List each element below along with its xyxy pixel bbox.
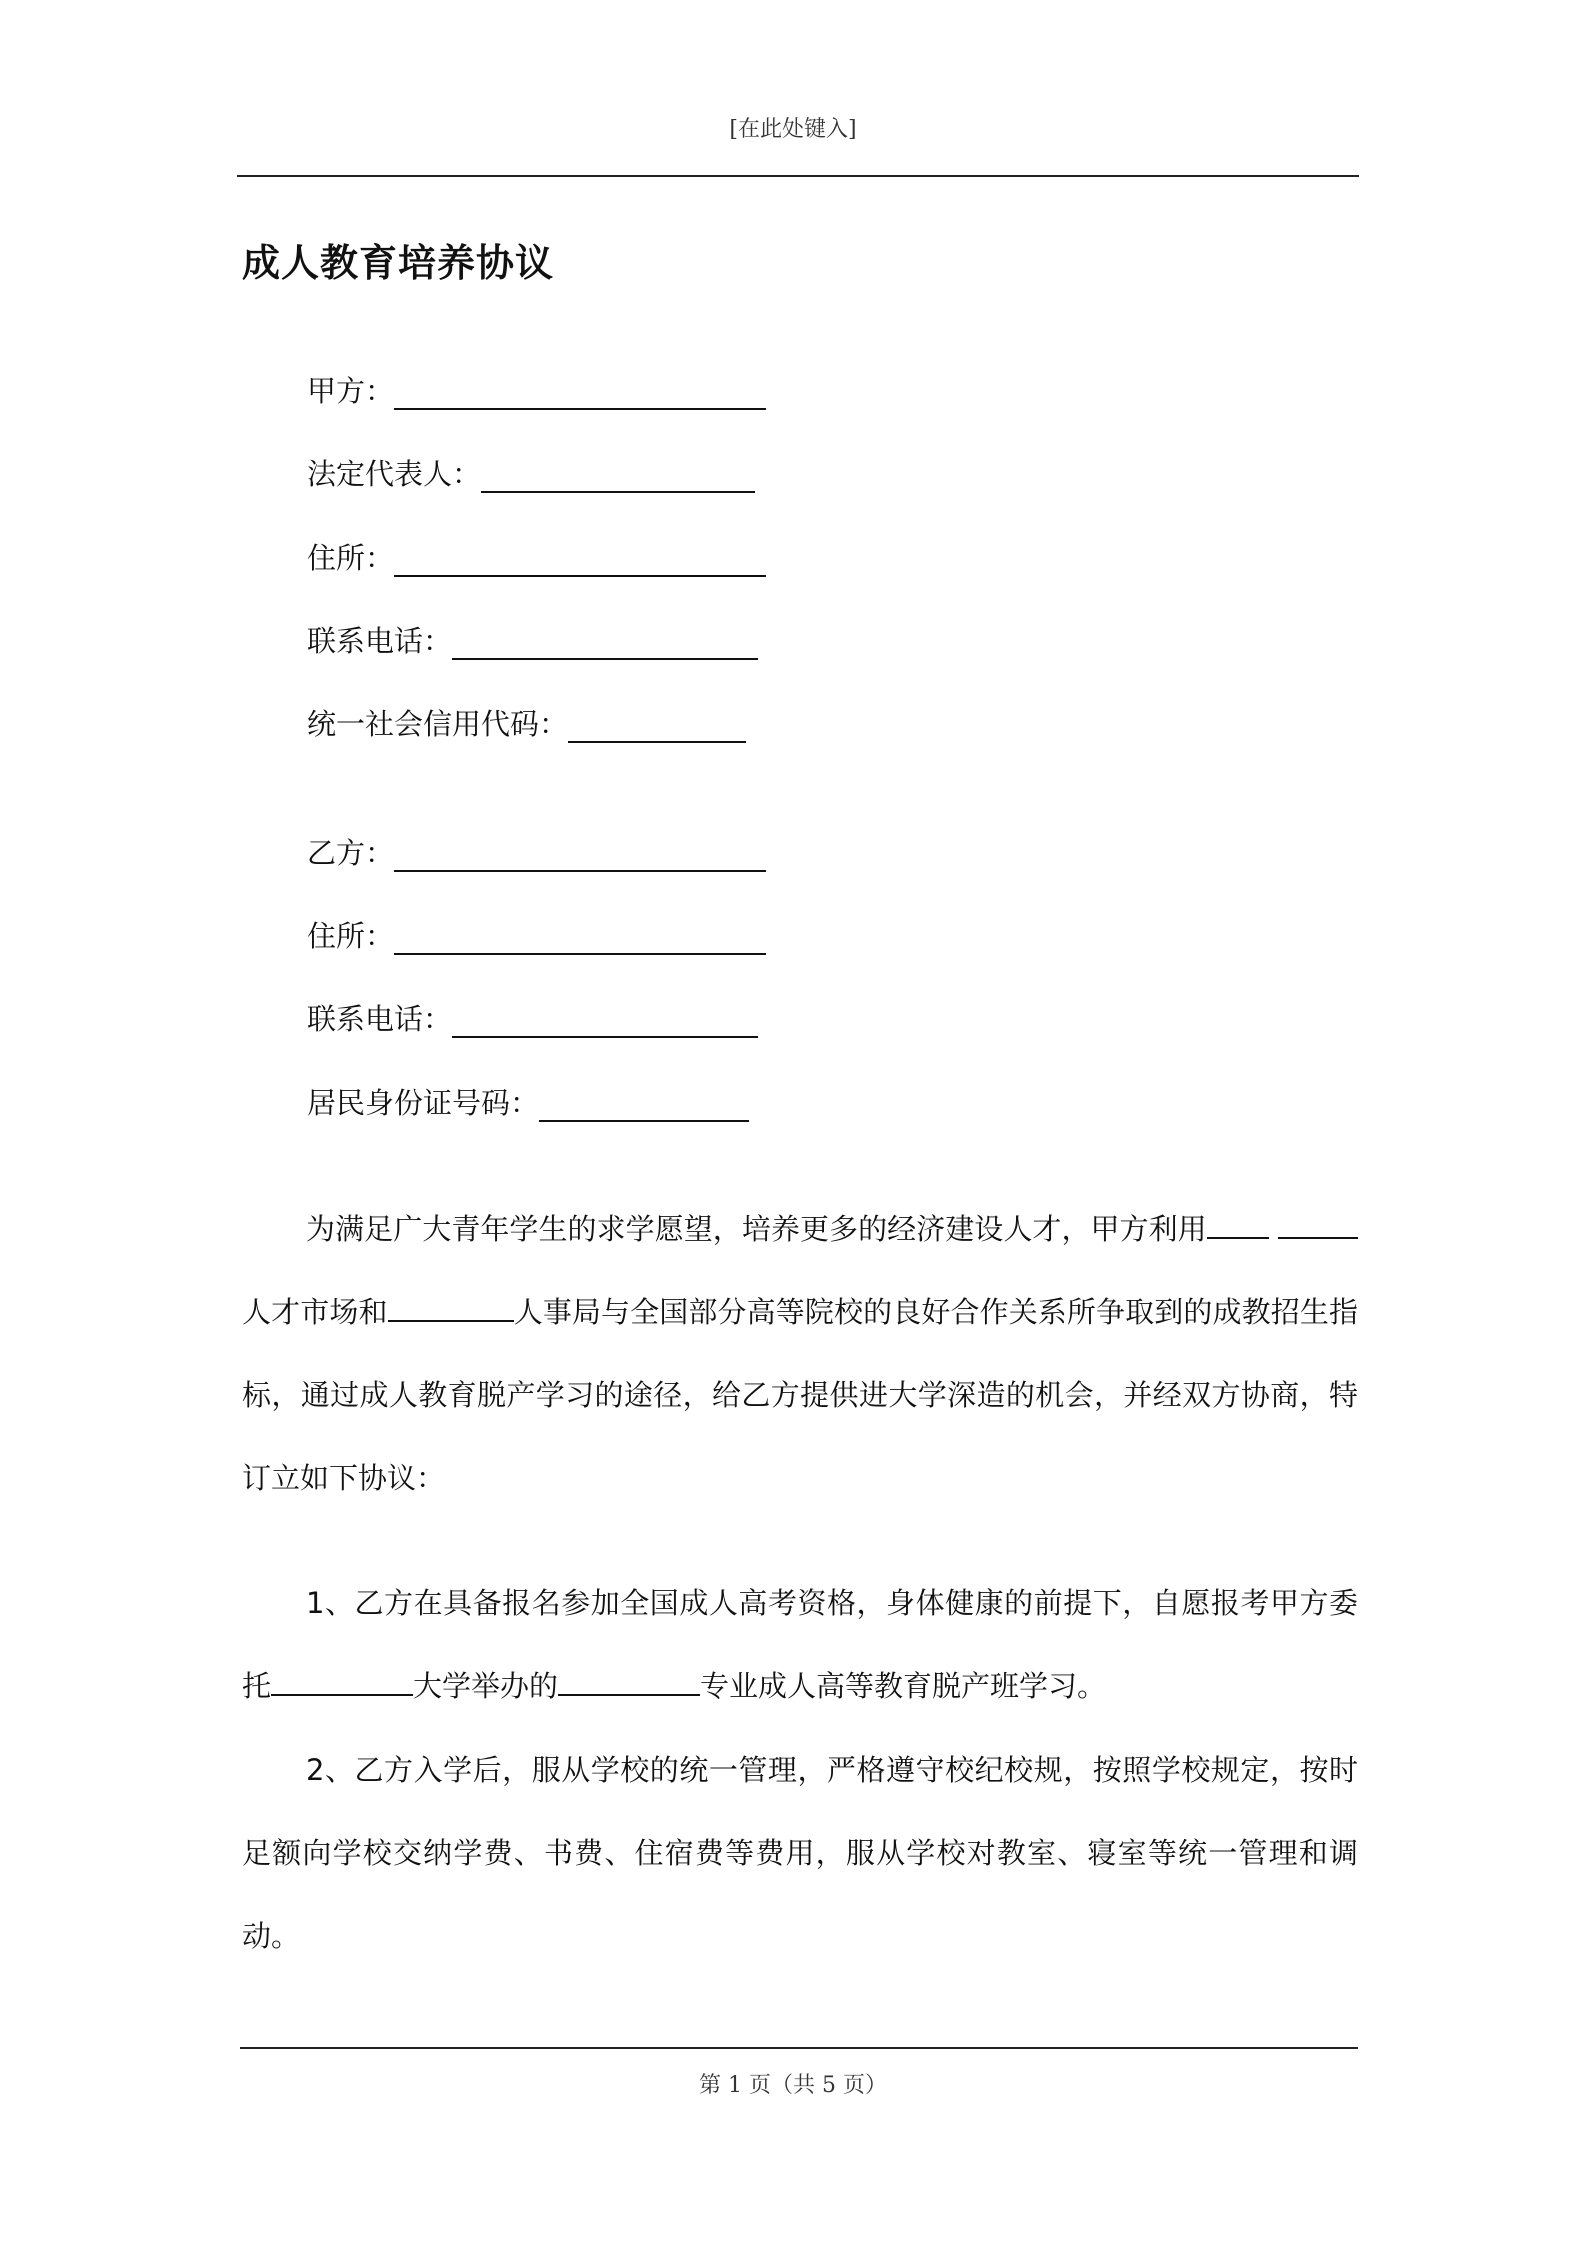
party-a-address-label: 住所： [307,541,395,575]
intro-blank-1[interactable] [1207,1207,1269,1239]
party-b-address-blank[interactable] [394,921,766,955]
party-a-address-field [307,537,766,577]
party-a-credit-code-label: 统一社会信用代码： [307,707,569,741]
party-b-name-field [307,832,766,872]
party-a-name-blank[interactable] [394,376,766,410]
page-header: [在此处键入] [729,117,857,142]
intro-text-1: 为满足广大青年学生的求学愿望，培养更多的经济建设人才，甲方利用 [306,1212,1207,1246]
header-divider [237,175,1359,177]
party-a-credit-code-field [307,703,746,743]
page-footer: 第 1 页（共 5 页） [699,2073,887,2098]
footer-divider [240,2047,1358,2049]
clause-1-text-1: 1、乙方在具备报名参加全国成人高考资格，身体健康的前提下，自愿报考甲方委托 [242,1586,1358,1703]
party-a-legal-rep-blank[interactable] [481,459,755,493]
party-b-name-label: 乙方： [307,836,395,870]
intro-blank-2[interactable] [1278,1207,1358,1239]
party-b-id-field [307,1082,749,1122]
party-b-address-field [307,915,766,955]
party-a-address-blank[interactable] [394,543,766,577]
clause-2 [242,1729,1358,1978]
intro-text-2: 人才市场和 [242,1295,388,1329]
clause-2-text: 2、乙方入学后，服从学校的统一管理，严格遵守校纪校规，按照学校规定，按时足额向学校交纳学费、书费、住宿费等费用，服从学校对教室、寝室等统一管理和调动。 [242,1753,1358,1953]
party-a-name-field [307,370,766,410]
party-b-phone-field [307,998,758,1038]
clause-1-university-blank[interactable] [271,1664,413,1696]
party-a-credit-code-blank[interactable] [568,709,746,743]
party-b-name-blank[interactable] [394,838,766,872]
clause-1-text-2: 大学举办的 [413,1669,559,1703]
intro-paragraph [242,1188,1358,1520]
party-b-phone-label: 联系电话： [307,1002,453,1036]
party-a-name-label: 甲方： [307,374,395,408]
document-title: 成人教育培养协议 [242,241,555,285]
intro-blank-3[interactable] [388,1290,514,1322]
clause-1 [242,1562,1358,1728]
party-b-id-blank[interactable] [539,1088,749,1122]
clause-1-major-blank[interactable] [558,1664,700,1696]
party-a-phone-field [307,620,758,660]
party-b-address-label: 住所： [307,919,395,953]
party-a-legal-rep-field [307,453,755,493]
clause-1-text-3: 专业成人高等教育脱产班学习。 [700,1669,1107,1703]
party-a-phone-label: 联系电话： [307,624,453,658]
party-b-id-label: 居民身份证号码： [307,1086,540,1120]
party-b-phone-blank[interactable] [452,1004,758,1038]
party-a-legal-rep-label: 法定代表人： [307,457,482,491]
intro-text-3: 人事局与全国部分高等院校的良好合作关系所争取到的成教招生指标，通过成人教育脱产学习的途径，给乙方提供进大学深造的机会，并经双方协商，特订立如下协议： [242,1295,1358,1495]
party-a-phone-blank[interactable] [452,626,758,660]
